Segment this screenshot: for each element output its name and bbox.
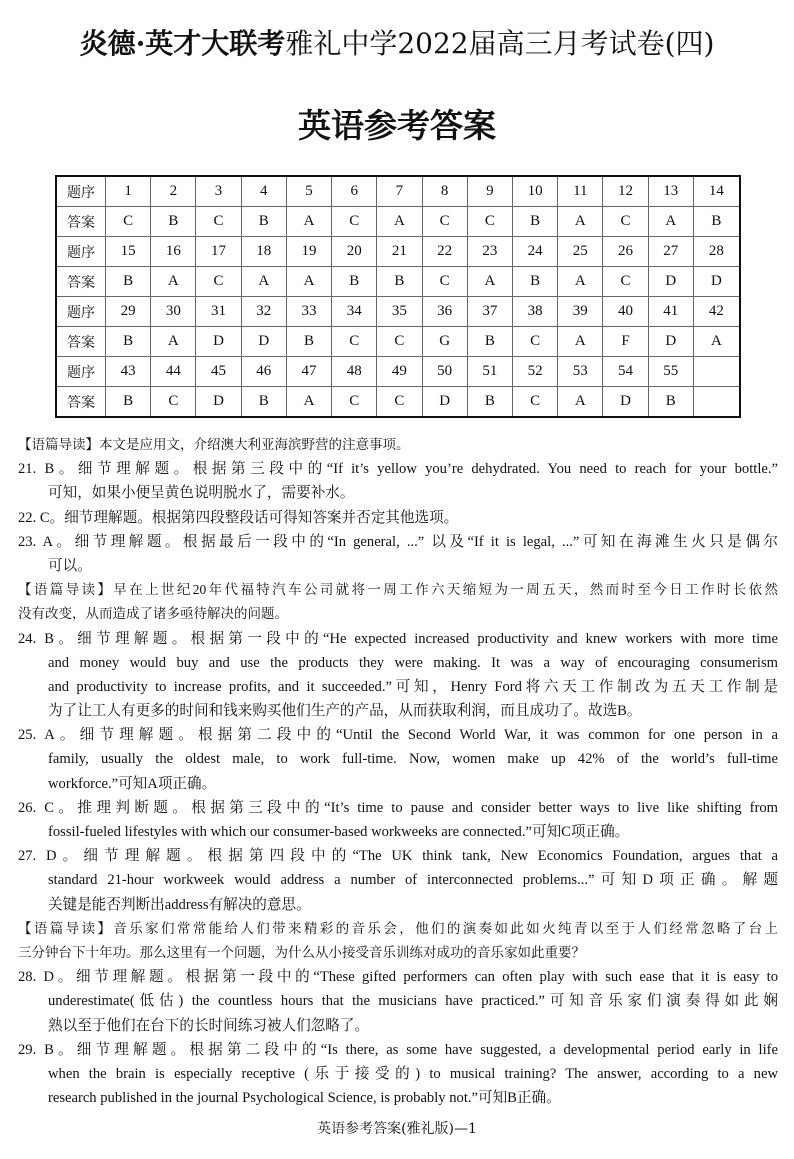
answer-cell	[693, 387, 740, 418]
question-number-cell: 28	[693, 237, 740, 267]
answer-cell: C	[377, 327, 422, 357]
row-label: 答案	[56, 267, 106, 297]
answer-cell: C	[106, 207, 151, 237]
answer-cell: A	[286, 207, 331, 237]
answer-cell: C	[151, 387, 196, 418]
answer-explanation	[18, 965, 778, 1038]
question-number-cell: 14	[693, 176, 740, 207]
answer-explanation	[18, 627, 778, 724]
question-number-cell: 16	[151, 237, 196, 267]
question-number-cell: 46	[241, 357, 286, 387]
answer-explanation	[18, 723, 778, 796]
answer-cell: C	[196, 207, 241, 237]
answer-cell: C	[603, 267, 648, 297]
text-line: 23. A。细节理解题。根据最后一段中的“In general, ...” 以及“If it is legal, ...”可知在海滩生火只是偶尔	[18, 533, 778, 550]
question-number-cell: 18	[241, 237, 286, 267]
answer-cell: B	[512, 207, 557, 237]
text-line: and productivity to increase profits, and it succeeded.”可知，Henry Ford将六天工作制改为五天工作制是	[48, 678, 778, 695]
text-line: 熟以至于他们在台下的长时间练习被人们忽略了。	[48, 1017, 370, 1034]
text-line: 27. D。细节理解题。根据第四段中的“The UK think tank, New Economics Foundation, argues that a	[18, 848, 778, 865]
row-label: 题序	[56, 176, 106, 207]
answer-explanation	[18, 457, 778, 505]
question-number-cell: 37	[467, 297, 512, 327]
text-line: 24. B。细节理解题。根据第一段中的“He expected increased productivity and knew workers with more time	[18, 630, 778, 647]
text-line: 可以。	[48, 557, 92, 574]
answer-cell: D	[196, 387, 241, 418]
question-number-row	[56, 176, 740, 207]
question-number-cell	[693, 357, 740, 387]
answer-cell: A	[558, 207, 603, 237]
text-line: 【语篇导读】本文是应用文，介绍澳大利亚海滨野营的注意事项。	[18, 437, 410, 452]
answer-cell: A	[241, 267, 286, 297]
answer-cell: C	[467, 207, 512, 237]
answer-row	[56, 387, 740, 418]
answer-explanation	[18, 1038, 778, 1111]
text-line: 为了让工人有更多的时间和钱来购买他们生产的产品，从而获取利润，而且成功了。故选B。	[48, 703, 642, 720]
question-number-cell: 47	[286, 357, 331, 387]
answer-row	[56, 267, 740, 297]
answer-cell: C	[377, 387, 422, 418]
text-line: research published in the journal Psychological Science, is probably not.”可知B正确。	[48, 1090, 561, 1107]
answer-cell: F	[603, 327, 648, 357]
answer-cell: D	[648, 267, 693, 297]
question-number-cell: 22	[422, 237, 467, 267]
question-number-cell: 33	[286, 297, 331, 327]
answer-cell: C	[603, 207, 648, 237]
answer-cell: A	[151, 327, 196, 357]
question-number-cell: 32	[241, 297, 286, 327]
answer-cell: D	[241, 327, 286, 357]
answer-cell: A	[558, 267, 603, 297]
question-number-cell: 25	[558, 237, 603, 267]
text-line: underestimate(低估) the countless hours that the musicians have practiced.”可知音乐家们演奏得如此娴	[48, 993, 778, 1010]
text-line: 三分钟台下十年功。那么这里有一个问题，为什么从小接受音乐训练对成功的音乐家如此重要？	[18, 944, 585, 960]
question-number-cell: 50	[422, 357, 467, 387]
question-number-cell: 17	[196, 237, 241, 267]
answer-cell: D	[603, 387, 648, 418]
passage-guide	[18, 433, 778, 457]
question-number-cell: 1	[106, 176, 151, 207]
answer-cell: D	[196, 327, 241, 357]
row-label: 题序	[56, 357, 106, 387]
question-number-cell: 35	[377, 297, 422, 327]
answer-cell: C	[332, 387, 377, 418]
question-number-cell: 9	[467, 176, 512, 207]
question-number-cell: 55	[648, 357, 693, 387]
question-number-cell: 31	[196, 297, 241, 327]
answer-cell: C	[196, 267, 241, 297]
exam-name: 雅礼中学2022届高三月考试卷(四)	[285, 27, 715, 60]
answer-cell: A	[286, 267, 331, 297]
question-number-cell: 42	[693, 297, 740, 327]
answer-cell: A	[558, 327, 603, 357]
text-line: fossil-fueled lifestyles with which our consumer-based workweeks are connected.”可知C项正确。	[48, 824, 630, 840]
answer-cell: B	[332, 267, 377, 297]
question-number-cell: 54	[603, 357, 648, 387]
question-number-cell: 6	[332, 176, 377, 207]
question-number-cell: 36	[422, 297, 467, 327]
question-number-cell: 19	[286, 237, 331, 267]
answer-cell: D	[422, 387, 467, 418]
question-number-row	[56, 357, 740, 387]
row-label: 答案	[56, 207, 106, 237]
answer-cell: A	[648, 207, 693, 237]
text-line: 28. D。细节理解题。根据第一段中的“These gifted performers can often play with such ease that it is easy to	[18, 969, 778, 986]
answer-cell: B	[241, 387, 286, 418]
answer-explanation	[18, 844, 778, 917]
answer-cell: B	[512, 267, 557, 297]
question-number-cell: 43	[106, 357, 151, 387]
text-line: standard 21-hour workweek would address a number of interconnected problems...”可知D项正确。解题	[48, 872, 778, 889]
answer-explanation	[18, 506, 778, 530]
question-number-cell: 45	[196, 357, 241, 387]
explanations	[18, 433, 778, 1110]
question-number-cell: 51	[467, 357, 512, 387]
passage-guide	[18, 578, 778, 626]
answer-cell: B	[106, 267, 151, 297]
answer-cell: B	[467, 327, 512, 357]
answer-cell: C	[332, 327, 377, 357]
question-number-cell: 23	[467, 237, 512, 267]
question-number-cell: 11	[558, 176, 603, 207]
question-number-cell: 39	[558, 297, 603, 327]
text-line: 【语篇导读】早在上世纪20年代福特汽车公司就将一周工作六天缩短为一周五天，然而时至今日工作时长依然	[18, 582, 778, 598]
question-number-cell: 41	[648, 297, 693, 327]
text-line: 没有改变，从而造成了诸多亟待解决的问题。	[18, 606, 288, 622]
row-label: 答案	[56, 327, 106, 357]
question-number-cell: 10	[512, 176, 557, 207]
answer-cell: G	[422, 327, 467, 357]
page-subtitle: 英语参考答案	[298, 106, 496, 145]
question-number-row	[56, 237, 740, 267]
question-number-cell: 4	[241, 176, 286, 207]
brand-title: 炎德·英才大联考	[79, 27, 286, 60]
question-number-cell: 8	[422, 176, 467, 207]
answer-cell: A	[286, 387, 331, 418]
text-line: 可知，如果小便呈黄色说明脱水了，需要补水。	[48, 485, 355, 502]
question-number-cell: 7	[377, 176, 422, 207]
answer-cell: B	[151, 207, 196, 237]
question-number-cell: 30	[151, 297, 196, 327]
row-label: 题序	[56, 237, 106, 267]
question-number-cell: 40	[603, 297, 648, 327]
question-number-cell: 5	[286, 176, 331, 207]
question-number-cell: 12	[603, 176, 648, 207]
text-line: 关键是能否判断出address有解决的意思。	[48, 896, 311, 913]
answer-cell: D	[693, 267, 740, 297]
answer-cell: A	[693, 327, 740, 357]
question-number-cell: 3	[196, 176, 241, 207]
answer-row	[56, 207, 740, 237]
answer-cell: C	[422, 207, 467, 237]
answer-explanation	[18, 530, 778, 578]
answer-table	[55, 175, 741, 418]
question-number-cell: 24	[512, 237, 557, 267]
question-number-cell: 44	[151, 357, 196, 387]
text-line: 26. C。推理判断题。根据第三段中的“It’s time to pause and consider better ways to live like shifting from	[18, 799, 778, 816]
question-number-cell: 38	[512, 297, 557, 327]
question-number-cell: 49	[377, 357, 422, 387]
answer-row	[56, 327, 740, 357]
text-line: 【语篇导读】音乐家们常常能给人们带来精彩的音乐会，他们的演奏如此如火纯青以至于人们经常忽略了台上	[18, 920, 778, 936]
answer-cell: A	[558, 387, 603, 418]
text-line: 25. A。细节理解题。根据第二段中的“Until the Second World War, it was common for one person in a	[18, 727, 778, 744]
text-line: family, usually the oldest male, to work full-time. Now, women make up 42% of the world’s full-time	[48, 751, 778, 768]
row-label: 答案	[56, 387, 106, 418]
question-number-cell: 15	[106, 237, 151, 267]
answer-cell: B	[693, 207, 740, 237]
question-number-cell: 29	[106, 297, 151, 327]
answer-cell: B	[106, 387, 151, 418]
answer-cell: D	[648, 327, 693, 357]
passage-guide	[18, 917, 778, 965]
row-label: 题序	[56, 297, 106, 327]
exam-title	[0, 22, 794, 62]
question-number-cell: 48	[332, 357, 377, 387]
answer-cell: A	[467, 267, 512, 297]
answer-cell: B	[106, 327, 151, 357]
text-line: 29. B。细节理解题。根据第二段中的“Is there, as some have suggested, a developmental period early in life	[18, 1041, 778, 1058]
answer-cell: B	[377, 267, 422, 297]
text-line: when the brain is especially receptive (乐于接受的) to musical training? The answer, according to a new	[48, 1065, 778, 1082]
answer-cell: A	[151, 267, 196, 297]
question-number-cell: 2	[151, 176, 196, 207]
question-number-cell: 53	[558, 357, 603, 387]
text-line: and money would buy and use the products they were making. It was a way of encouraging consumerism	[48, 654, 778, 671]
question-number-cell: 20	[332, 237, 377, 267]
answer-cell: B	[241, 207, 286, 237]
text-line: 21. B。细节理解题。根据第三段中的“If it’s yellow you’re dehydrated. You need to reach for your bottle.”	[18, 461, 778, 478]
answer-cell: B	[286, 327, 331, 357]
answer-cell: B	[467, 387, 512, 418]
answer-cell: B	[648, 387, 693, 418]
text-line: 22. C。细节理解题。根据第四段整段话可得知答案并否定其他选项。	[18, 509, 459, 526]
answer-cell: C	[332, 207, 377, 237]
text-line: workforce.”可知A项正确。	[48, 775, 217, 792]
question-number-cell: 52	[512, 357, 557, 387]
answer-cell: C	[512, 387, 557, 418]
question-number-cell: 26	[603, 237, 648, 267]
answer-cell: A	[377, 207, 422, 237]
answer-cell: C	[512, 327, 557, 357]
answer-explanation	[18, 796, 778, 844]
answer-cell: C	[422, 267, 467, 297]
question-number-cell: 34	[332, 297, 377, 327]
question-number-cell: 27	[648, 237, 693, 267]
question-number-row	[56, 297, 740, 327]
question-number-cell: 13	[648, 176, 693, 207]
question-number-cell: 21	[377, 237, 422, 267]
page-footer: 英语参考答案(雅礼版)—1	[317, 1121, 477, 1137]
